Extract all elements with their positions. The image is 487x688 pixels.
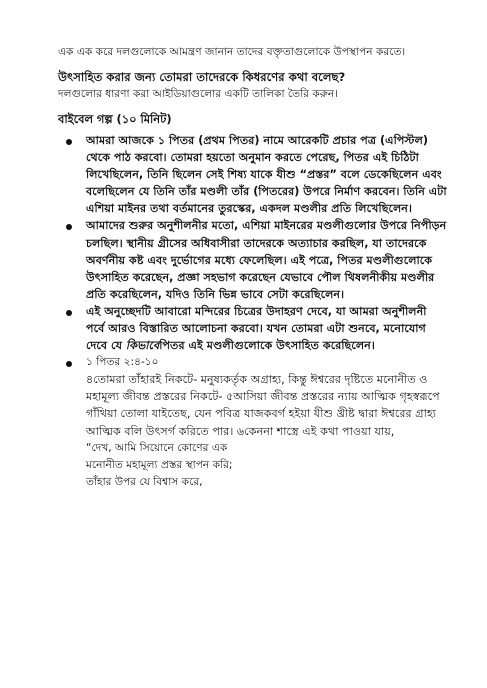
bullet-text xyxy=(86,303,447,354)
section-heading: বাইবেল গল্প (১০ মিনিট) xyxy=(58,112,172,126)
question-instruction: দলগুলোর ধারণা করা আইডিয়াগুলোর একটি তালিকা তৈরি করুন। xyxy=(58,88,338,100)
bullet-dot-icon xyxy=(66,139,72,145)
quote-line: মনোনীত মহামূল্য প্রস্তর স্থাপন করি; xyxy=(86,458,233,471)
bullet-item xyxy=(58,217,447,302)
bullet-item-scripture xyxy=(58,354,447,490)
intro-paragraph: এক এক করে দলগুলোকে আমন্ত্রণ জানান তাদের বক্তৃতাগুলোকে উপস্থাপন করতে। xyxy=(58,46,406,58)
scripture-reference: ১ পিতর ২:৪-১০ xyxy=(86,356,159,369)
bullet-list xyxy=(58,132,447,491)
quote-line: “দেখ, আমি সিয়োনে কোণের এক xyxy=(86,441,228,454)
bullet-dot-icon xyxy=(66,310,72,316)
bullet-text: আমাদের শুরুর অনুশীলনীর মতো, এশিয়া মাইনরের মণ্ডলীগুলোর উপরে নিপীড়ন চলছিল। স্থানীয় গ্রীসের অধিবাসীরা তাদেরকে অত্যাচার করছিল, যা তাদেরকে অবর্ণনীয় কষ্ট এবং দুর্ভোগের মধ্যে ফেলেছিল। এই পত্রে, পিতর মণ্ডলীগুলোকে উৎসাহিত করেছেন, প্রজ্ঞা সহভাগ করেছেন যেভাবে পৌল থিষলনীকীয় মণ্ডলীর প্রতি করেছিলেন, যদিও তিনি ভিন্ন ভাবে সেটা করেছিলেন। xyxy=(86,219,447,301)
bullet-dot-icon xyxy=(66,224,72,230)
bullet-item xyxy=(58,303,447,354)
quote-line: তাঁহার উপর যে বিশ্বাস করে, xyxy=(86,475,203,488)
bullet-item xyxy=(58,132,447,217)
discussion-question: উৎসাহিত করার জন্য তোমরা তাদেরকে কিধরণের কথা বলেছ? xyxy=(58,70,346,84)
emphasis-word: কিভাবে xyxy=(125,339,160,353)
bullet-text-part: এই অনুচ্ছেদটি আবারো মন্দিরের চিত্রের উদাহরণ দেবে, যা আমরা অনুশীলনী পর্বে আরও বিস্তারিত আলোচনা করবো। যখন তোমরা এটা শুনবে, মনোযোগ দেবে যে xyxy=(86,304,427,353)
bullet-text: আমরা আজকে ১ পিতর (প্রথম পিতর) নামে আরেকটি প্রচার পত্র (এপিস্টল) থেকে পাঠ করবো। তোমরা হয়তো অনুমান করতে পেরেছ, পিতর এই চিঠিটা লিখেছিলেন, তিনি ছিলেন সেই শিষ্য যাকে যীশু “প্রস্তর” বলে ডেকেছিলেন এবং বলেছিলেন যে তিনি তাঁর মণ্ডলী তাঁর (পিতরের) উপরে নির্মাণ করবেন। তিনি এটা এশিয়া মাইনর তথা বর্তমানের তুরস্কের, একদল মণ্ডলীর প্রতি লিখেছিলেন। xyxy=(86,134,447,216)
scripture-verse: ৪তোমরা তাঁহারই নিকটে- মনুষ্যকর্তৃক অগ্রাহ্য, কিন্তু ঈশ্বরের দৃষ্টিতে মনোনীত ও মহামূল্য জীবন্ত প্রস্তরের নিকটে- ৫আসিয়া জীবন্ত প্রস্তরের ন্যায় আত্মিক গৃহস্বরূপে গাঁথিয়া তোলা যাইতেছ, যেন পবিত্র যাজকবর্গ হইয়া যীশু খ্রীষ্ট দ্বারা ঈশ্বরের গ্রাহ্য আত্মিক বলি উৎসর্গ করিতে পার। ৬কেননা শাস্ত্রে এই কথা পাওয়া যায়, xyxy=(86,373,440,438)
bullet-text-part: পিতর এই মণ্ডলীগুলোকে উৎসাহিত করেছিলেন। xyxy=(159,339,375,353)
bullet-dot-icon xyxy=(66,361,72,367)
